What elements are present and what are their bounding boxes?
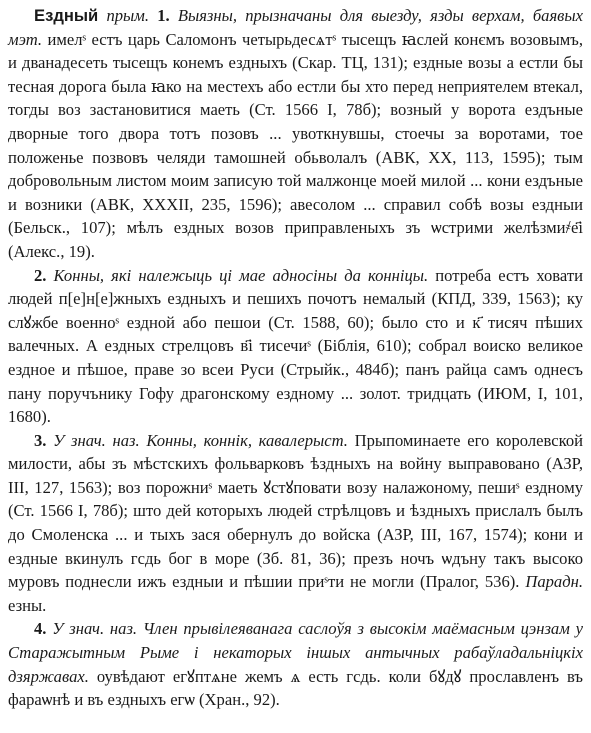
sense-1-paragraph [8, 4, 583, 264]
sense-definition: Выязны, прызначаны для выезду, язды верхам, баявых мэт. [8, 6, 583, 49]
sense-3-paragraph [8, 429, 583, 618]
sense-number: 3. [34, 430, 47, 450]
sense-number: 2. [34, 265, 47, 285]
sense-citations: имелˢ естъ царь Саломонъ четырьдесѧтˢ тысещъ ꙗслей конємъ возовымъ, и дванадесеть тысещъ конемъ ездныхъ (Скар. ТЦ, 131); ездные возы а естли бы тесная дорога была ꙗко на местехъ або естли бы хто перед неприятелем втекал, тогды воз застановитися маеть (Ст. 1566 I, 78б); возный у ворота ездъные дворные того двора тотъ позовъ ... увоткнувшы, стоечы за воротами, тое положенье позвовъ челяди тамошней обьволалъ (АВК, XX, 113, 1595); тым добровольным листом моим записую той малжонце моей милой ... кони ездъные и возники (АВК, XXXII, 235, 1596); авесолом ... справил собѣ возы ездныи (Бельск., 107); мѣлъ ездных возов приправленыхъ зъ ѡстрими желѣзми҂е҃і (Алекс., 19). [8, 29, 583, 261]
sense-number: 4. [34, 619, 47, 639]
parallel-label: Парадн. [519, 572, 583, 592]
sense-2-paragraph [8, 264, 583, 429]
sense-definition: Конны, які належыць ці мае адносіны да конніцы. [46, 265, 429, 285]
sense-number: 1. [157, 6, 170, 25]
sense-citations: Прыпоминаетe его королевской милости, абы зъ мѣстскихъ фольварковъ ѣздныхъ на войну выправовано (АЗР, III, 127, 1563); воз порожниˢ маеть ꙋстꙋповати возу налажоному, пешиˢ ездному (Ст. 1566 I, 78б); што дей которыхъ людей стрѣлцовъ и ѣздныхъ прислалъ былъ до Смоленска ... и тыхъ зася обернулъ до войска (АЗР, III, 167, 1574); кони и ездные вкинулъ гсдь бог в море (Зб. 81, 36); презъ ночъ ѡдъну такъ высоко муровъ поднесли ижъ ездныи и пѣшии приˢти не могли (Пралог, 536). [8, 430, 583, 592]
sense-definition: У знач. наз. Член прывілеяванага саслоўя з высокім маёмасным цэнзам у Старажытным Рыме і некаторых іншых антычных рабаўладальніцкіх дзяржавах. [8, 619, 583, 686]
sense-definition: У знач. наз. Конны, коннік, кавалерыст. [46, 430, 348, 450]
sense-citations: оувѣдают егꙋптѧне жемъ ѧ есть гсдь. коли бꙋдꙋ прославленъ въ фараѡнѣ и въ ездныхъ егѡ (Хран., 92). [8, 666, 583, 710]
parallel-form: езны. [8, 595, 47, 615]
headword: Ездный [34, 6, 99, 25]
sense-4-paragraph [8, 617, 583, 711]
part-of-speech: прым. [98, 6, 158, 25]
sense-citations: потреба естъ ховати людей п[е]н[е]жныхъ ездныхъ и пешихъ почотъ немалый (КПД, 339, 1563); ку слꙋжбе военноˢ ездной або пешои (Ст. 1588, 60); было сто и к҃ тисяч пѣших валечных. А ездных стрелцовъ в҃і тисечиˢ (Біблія, 610); собрал воиско великое ездное и пѣшое, праве зо всеи Руси (Стрыйк., 484б); панъ райца самъ однесъ пану поручънику Гофу драгонскому ездному ... золот. тридцать (ИЮМ, I, 101, 1680). [8, 265, 583, 427]
